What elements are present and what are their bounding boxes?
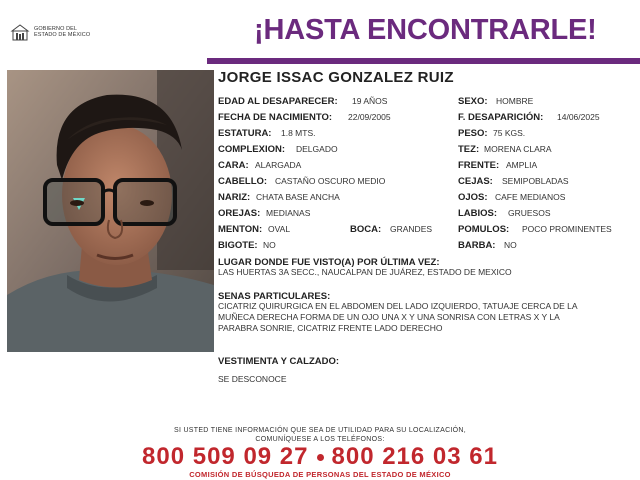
labios-value: GRUESOS [508, 208, 551, 218]
cara-label: CARA: [218, 160, 249, 171]
field-bigote [218, 240, 276, 251]
complexion-value: DELGADO [296, 144, 338, 154]
field-labios [458, 208, 551, 219]
senas-title: SENAS PARTICULARES: [218, 291, 331, 302]
senas-line-3: PARABRA SONRIE, CICATRIZ FRENTE LADO DERECHO [218, 323, 443, 333]
field-menton [218, 224, 291, 235]
frente-value: AMPLIA [506, 160, 538, 170]
gov-line-2: ESTADO DE MÉXICO [34, 32, 91, 38]
tez-value: MORENA CLARA [484, 144, 552, 154]
nariz-value: CHATA BASE ANCHA [256, 192, 340, 202]
person-photo [7, 70, 214, 352]
field-ojos [458, 192, 566, 203]
vestimenta-title: VESTIMENTA Y CALZADO: [218, 356, 340, 367]
field-nariz [218, 192, 340, 203]
phone-numbers [0, 443, 640, 471]
person-name: JORGE ISSAC GONZALEZ RUIZ [218, 69, 454, 86]
pomulos-value: POCO PROMINENTES [522, 224, 612, 234]
frente-label: FRENTE: [458, 160, 500, 171]
cara-value: ALARGADA [255, 160, 302, 170]
field-fdesap [458, 112, 600, 123]
vestimenta-text: SE DESCONOCE [218, 374, 287, 384]
lugar-text: LAS HUERTAS 3A SECC., NAUCALPAN DE JUÁREZ, ESTADO DE MEXICO [218, 267, 512, 277]
cabello-value: CASTAÑO OSCURO MEDIO [275, 176, 386, 186]
estatura-value: 1.8 MTS. [281, 128, 316, 138]
field-tez [458, 144, 552, 155]
phone-1[interactable]: 800 509 09 27 [142, 443, 309, 470]
cejas-value: SEMIPOBLADAS [502, 176, 569, 186]
ojos-label: OJOS: [458, 192, 488, 203]
field-boca [350, 224, 433, 235]
menton-label: MENTON: [218, 224, 263, 235]
commission-name: COMISIÓN DE BÚSQUEDA DE PERSONAS DEL ESTADO DE MÉXICO [189, 470, 451, 479]
ojos-value: CAFE MEDIANOS [495, 192, 566, 202]
peso-value: 75 KGS. [493, 128, 526, 138]
nacimiento-label: FECHA DE NACIMIENTO: [218, 112, 332, 123]
senas-line-2: MUÑECA DERECHA FORMA DE UN OJO UNA X Y UNA SONRISA CON LETRAS X Y LA [218, 312, 560, 322]
field-estatura [218, 128, 316, 139]
labios-label: LABIOS: [458, 208, 498, 219]
field-nacimiento [218, 112, 391, 123]
boca-label: BOCA: [350, 224, 382, 235]
field-cara [218, 160, 302, 171]
field-pomulos [458, 224, 612, 235]
headline: ¡HASTA ENCONTRARLE! [254, 14, 597, 46]
cabello-label: CABELLO: [218, 176, 268, 187]
field-cejas [458, 176, 569, 187]
pomulos-label: POMULOS: [458, 224, 510, 235]
government-logo [10, 22, 90, 42]
barba-value: NO [504, 240, 517, 250]
sexo-label: SEXO: [458, 96, 488, 107]
separator-dot-icon [317, 454, 324, 461]
field-orejas [218, 208, 311, 219]
field-barba [458, 240, 517, 251]
edad-value: 19 AÑOS [352, 96, 388, 106]
barba-label: BARBA: [458, 240, 496, 251]
peso-label: PESO: [458, 128, 488, 139]
field-frente [458, 160, 538, 171]
complexion-label: COMPLEXION: [218, 144, 286, 155]
boca-value: GRANDES [390, 224, 433, 234]
orejas-value: MEDIANAS [266, 208, 311, 218]
bigote-label: BIGOTE: [218, 240, 258, 251]
state-emblem-icon [10, 22, 30, 42]
tez-label: TEZ: [458, 144, 480, 155]
bigote-value: NO [263, 240, 276, 250]
senas-line-1: CICATRIZ QUIRURGICA EN EL ABDOMEN DEL LADO IZQUIERDO, TATUAJE CERCA DE LA [218, 301, 578, 311]
field-cabello [218, 176, 386, 187]
lugar-title: LUGAR DONDE FUE VISTO(A) POR ÚLTIMA VEZ: [218, 257, 440, 268]
sexo-value: HOMBRE [496, 96, 534, 106]
info-line-2: COMUNÍQUESE A LOS TELÉFONOS: [255, 436, 385, 443]
field-edad [218, 96, 388, 107]
field-complexion [218, 144, 338, 155]
estatura-label: ESTATURA: [218, 128, 272, 139]
person-photo-illustration [7, 70, 214, 352]
gov-line-1: GOBIERNO DEL [34, 25, 78, 32]
fdesap-label: F. DESAPARICIÓN: [458, 112, 544, 123]
edad-label: EDAD AL DESAPARECER: [218, 96, 338, 107]
cejas-label: CEJAS: [458, 176, 493, 187]
menton-value: OVAL [268, 224, 291, 234]
nacimiento-value: 22/09/2005 [348, 112, 391, 122]
nariz-label: NARIZ: [218, 192, 251, 203]
field-sexo [458, 96, 534, 107]
orejas-label: OREJAS: [218, 208, 261, 219]
info-line-1: SI USTED TIENE INFORMACIÓN QUE SEA DE UTILIDAD PARA SU LOCALIZACIÓN, [173, 427, 467, 434]
header-divider [207, 58, 640, 64]
fdesap-value: 14/06/2025 [557, 112, 600, 122]
field-peso [458, 128, 526, 139]
phone-2[interactable]: 800 216 03 61 [331, 443, 498, 470]
